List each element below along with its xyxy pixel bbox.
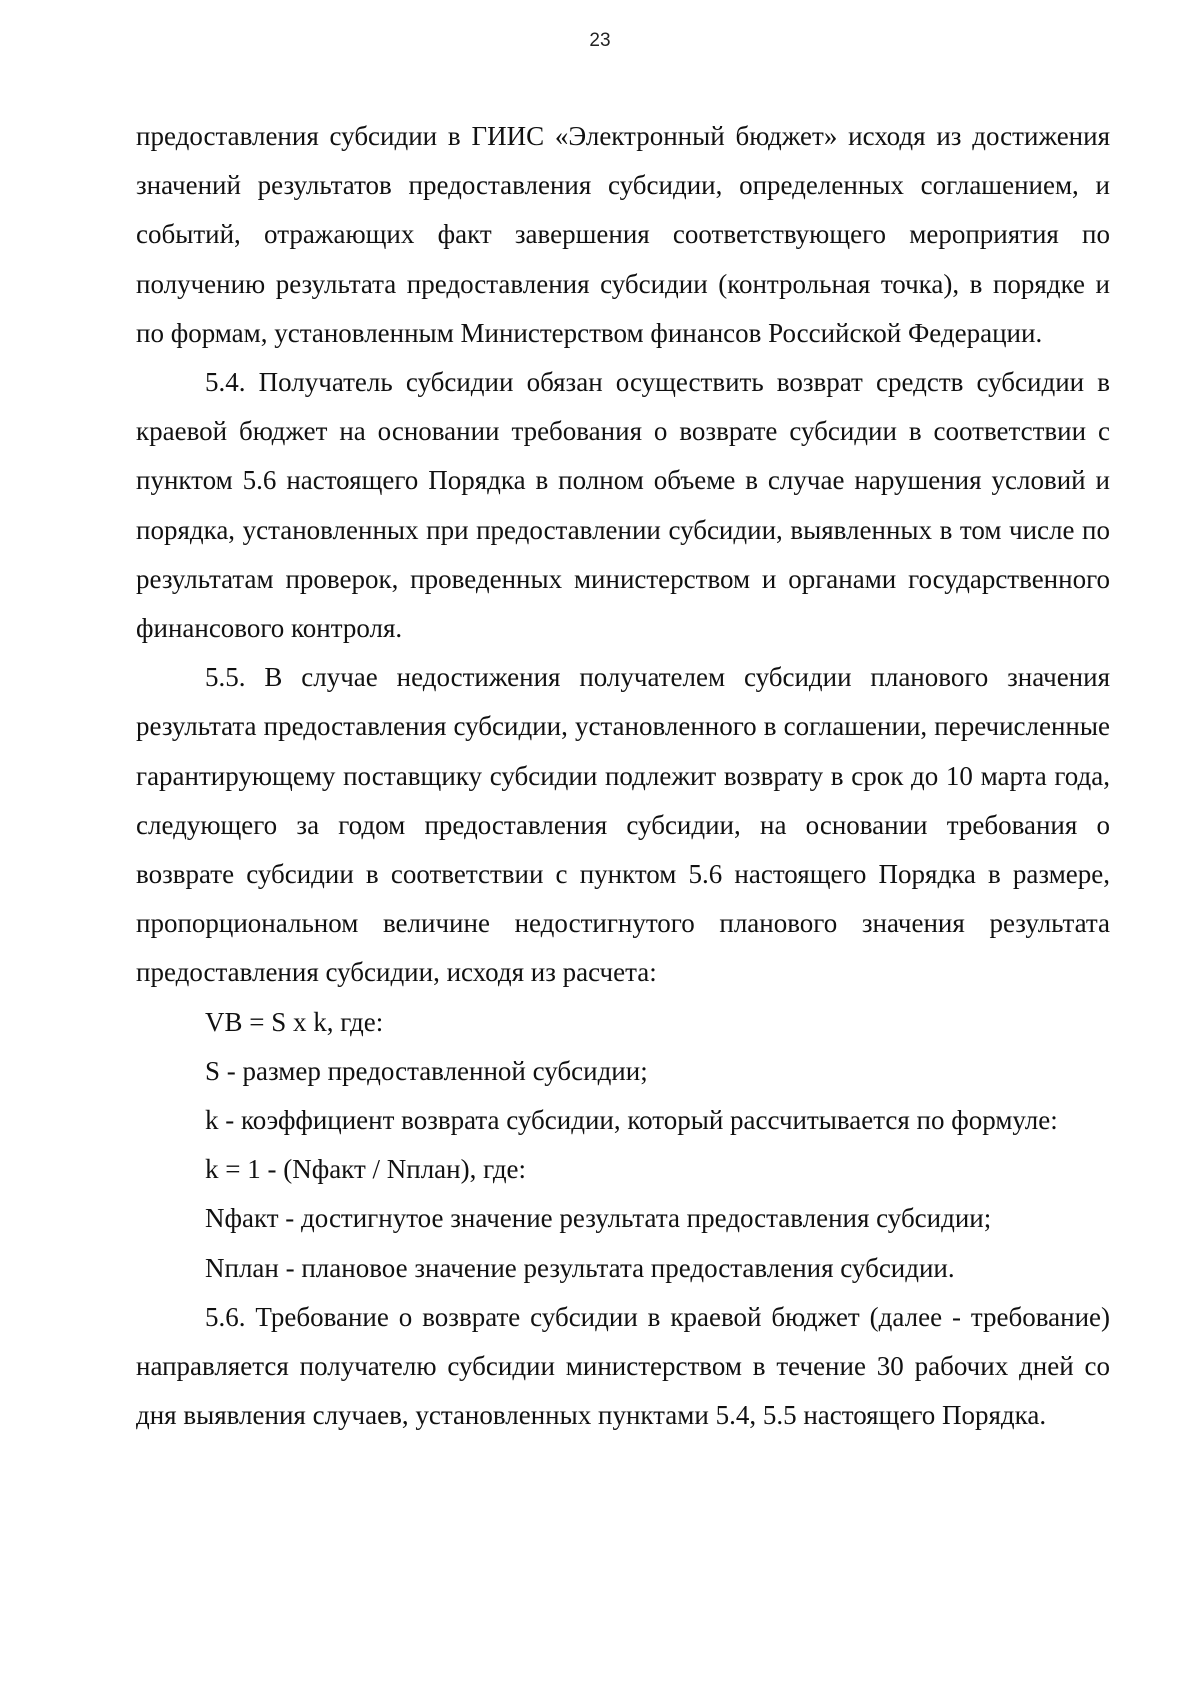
paragraph-clause-5-6: 5.6. Требование о возврате субсидии в краевой бюджет (далее - требование) направляется получателю субсидии министерством в течение 30 рабочих дней со дня выявления случаев, установленных пунктами 5.4, 5.5 настоящего Порядка. xyxy=(136,1301,1110,1431)
formula-def-nfact: Nфакт - достигнутое значение результата предоставления субсидии; xyxy=(205,1203,992,1234)
formula-def-s: S - размер предоставленной субсидии; xyxy=(205,1055,648,1086)
formula-def-k: k - коэффициент возврата субсидии, который рассчитывается по формуле: xyxy=(205,1105,1058,1136)
page-number: 23 xyxy=(589,30,611,51)
formula-vb: VB = S x k, где: xyxy=(205,1006,384,1037)
paragraph-clause-5-5: 5.5. В случае недостижения получателем субсидии планового значения результата предоставления субсидии, установленного в соглашении, перечисленные гарантирующему поставщику субсидии подлежит возврату в срок до 10 марта года, следующего за годом предоставления субсидии, на основании требования о возврате субсидии в соответствии с пунктом 5.6 настоящего Порядка в размере, пропорциональном величине недостигнутого планового значения результата предоставления субсидии, исходя из расчета: xyxy=(136,662,1110,988)
paragraph-clause-5-4: 5.4. Получатель субсидии обязан осуществить возврат средств субсидии в краевой бюджет на основании требования о возврате субсидии в соответствии с пунктом 5.6 настоящего Порядка в полном объеме в случае нарушения условий и порядка, установленных при предоставлении субсидии, выявленных в том числе по результатам проверок, проведенных министерством и органами государственного финансового контроля. xyxy=(136,367,1110,644)
document-body xyxy=(136,112,1110,1440)
paragraph-continuation: предоставления субсидии в ГИИС «Электронный бюджет» исходя из достижения значений результатов предоставления субсидии, определенных соглашением, и событий, отражающих факт завершения соответствующего мероприятия по получению результата предоставления субсидии (контрольная точка), в порядке и по формам, установленным Министерством финансов Российской Федерации. xyxy=(136,121,1110,348)
formula-def-nplan: Nплан - плановое значение результата предоставления субсидии. xyxy=(205,1252,955,1283)
formula-k: k = 1 - (Nфакт / Nплан), где: xyxy=(205,1154,527,1185)
